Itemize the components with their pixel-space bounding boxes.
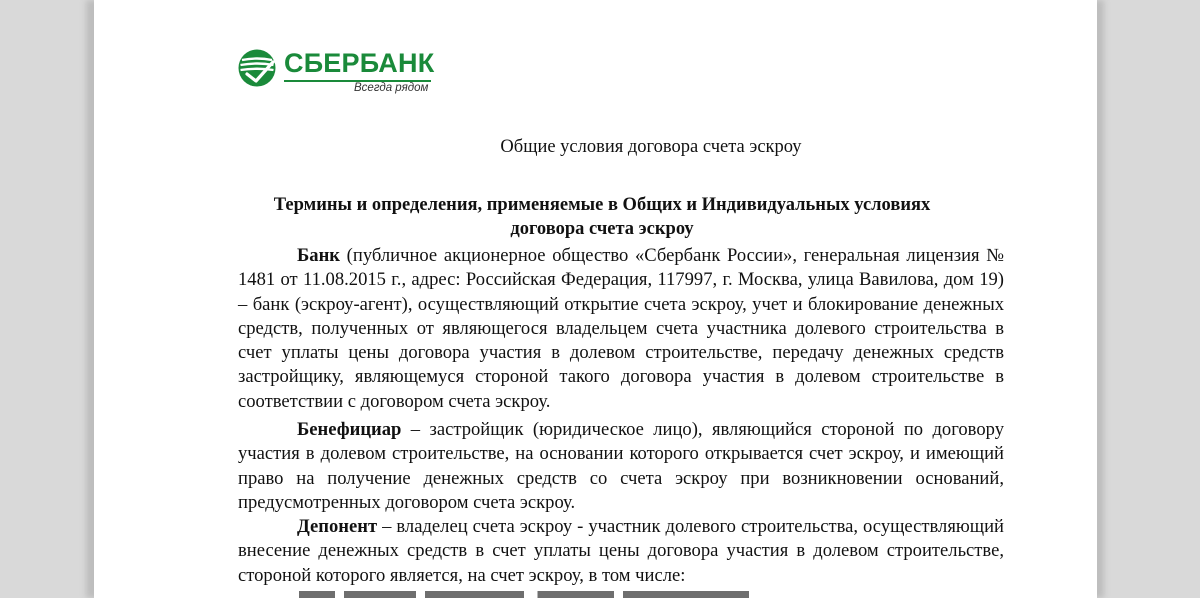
term-bank: Банк	[297, 245, 341, 266]
definition-beneficiary: – застройщик (юридическое лицо), являющийся стороной по договору участия в долевом строительстве, на основании которого открывается счет эскроу, и имеющий право на получение денежных средств со счета эскроу при возникновении оснований, предусмотренных договором счета эскроу.	[238, 419, 1004, 513]
document-page	[94, 0, 1097, 598]
logo-slogan: Всегда рядом	[354, 82, 429, 94]
paragraph-bank	[238, 244, 1004, 414]
logo-bank-name: СБЕРБАНК	[284, 48, 435, 78]
definition-bank: (публичное акционерное общество «Сбербанк России», генеральная лицензия № 1481 от 11.08.2015 г., адрес: Российская Федерация, 117997, г. Москва, улица Вавилова, дом 19) – банк (эскроу-агент), осуществляющий открытие счета эскроу, учет и блокирование денежных средств, полученных от являющегося владельцем счета участника долевого строительства в счет уплаты цены договора участия в долевом строительстве, передачу денежных средств застройщику, являющемуся стороной такого договора участия в долевом строительстве в соответствии с договором счета эскроу.	[238, 245, 1004, 412]
term-beneficiary: Бенефициар	[297, 419, 402, 440]
paragraph-beneficiary	[238, 418, 1004, 515]
document-title: Общие условия договора счета эскроу	[500, 137, 802, 157]
section-heading: Термины и определения, применяемые в Общих и Индивидуальных условиях договора счета эскроу	[273, 195, 931, 239]
paragraph-depositor	[238, 515, 1004, 588]
term-depositor: Депонент	[297, 516, 378, 537]
sberbank-logo	[237, 48, 437, 104]
sberbank-logo-icon	[237, 48, 277, 88]
definition-depositor: – владелец счета эскроу - участник долевого строительства, осуществляющий внесение денежных средств в счет уплаты цены договора участия в долевом строительстве, стороной которого является, на счет эскроу, в том числе:	[238, 516, 1004, 586]
cut-off-text-line	[299, 591, 749, 598]
